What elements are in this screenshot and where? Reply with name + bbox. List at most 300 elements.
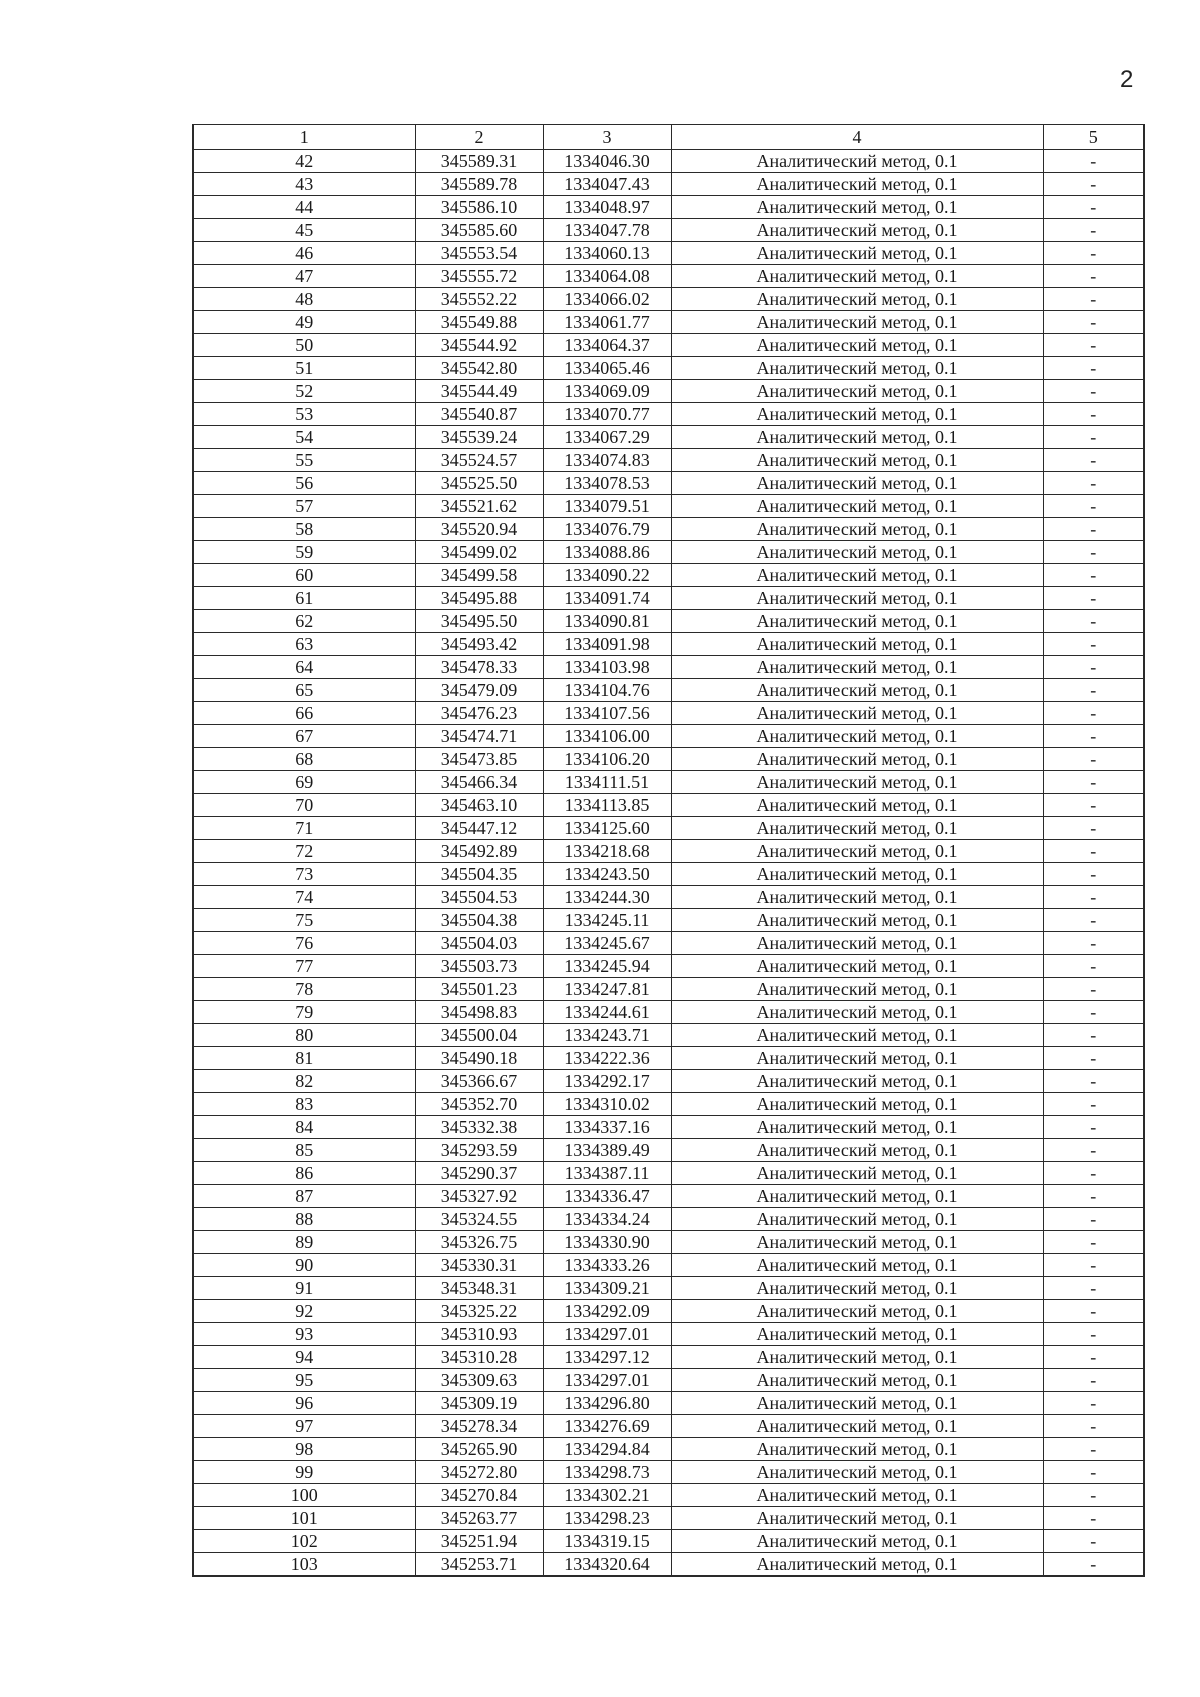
description-cell: - <box>1043 587 1144 610</box>
description-cell: - <box>1043 242 1144 265</box>
x-coordinate-cell: 345495.50 <box>415 610 543 633</box>
point-number-cell: 94 <box>193 1346 415 1369</box>
table-row <box>193 886 1144 909</box>
point-number-cell: 83 <box>193 1093 415 1116</box>
method-accuracy-cell: Аналитический метод, 0.1 <box>671 1507 1043 1530</box>
method-accuracy-cell: Аналитический метод, 0.1 <box>671 886 1043 909</box>
x-coordinate-cell: 345463.10 <box>415 794 543 817</box>
method-accuracy-cell: Аналитический метод, 0.1 <box>671 1415 1043 1438</box>
description-cell: - <box>1043 311 1144 334</box>
x-coordinate-cell: 345504.03 <box>415 932 543 955</box>
description-cell: - <box>1043 403 1144 426</box>
y-coordinate-cell: 1334091.74 <box>543 587 671 610</box>
description-cell: - <box>1043 173 1144 196</box>
description-cell: - <box>1043 1093 1144 1116</box>
table-row <box>193 1484 1144 1507</box>
point-number-cell: 71 <box>193 817 415 840</box>
method-accuracy-cell: Аналитический метод, 0.1 <box>671 219 1043 242</box>
y-coordinate-cell: 1334292.09 <box>543 1300 671 1323</box>
table-row <box>193 564 1144 587</box>
description-cell: - <box>1043 449 1144 472</box>
description-cell: - <box>1043 265 1144 288</box>
method-accuracy-cell: Аналитический метод, 0.1 <box>671 196 1043 219</box>
x-coordinate-cell: 345310.93 <box>415 1323 543 1346</box>
description-cell: - <box>1043 564 1144 587</box>
method-accuracy-cell: Аналитический метод, 0.1 <box>671 748 1043 771</box>
y-coordinate-cell: 1334076.79 <box>543 518 671 541</box>
x-coordinate-cell: 345474.71 <box>415 725 543 748</box>
method-accuracy-cell: Аналитический метод, 0.1 <box>671 1093 1043 1116</box>
point-number-cell: 91 <box>193 1277 415 1300</box>
x-coordinate-cell: 345290.37 <box>415 1162 543 1185</box>
description-cell: - <box>1043 1231 1144 1254</box>
method-accuracy-cell: Аналитический метод, 0.1 <box>671 173 1043 196</box>
x-coordinate-cell: 345495.88 <box>415 587 543 610</box>
method-accuracy-cell: Аналитический метод, 0.1 <box>671 518 1043 541</box>
column-header-1: 1 <box>193 125 415 150</box>
method-accuracy-cell: Аналитический метод, 0.1 <box>671 702 1043 725</box>
table-row <box>193 1507 1144 1530</box>
x-coordinate-cell: 345490.18 <box>415 1047 543 1070</box>
x-coordinate-cell: 345540.87 <box>415 403 543 426</box>
method-accuracy-cell: Аналитический метод, 0.1 <box>671 1530 1043 1553</box>
point-number-cell: 80 <box>193 1024 415 1047</box>
y-coordinate-cell: 1334319.15 <box>543 1530 671 1553</box>
method-accuracy-cell: Аналитический метод, 0.1 <box>671 1346 1043 1369</box>
x-coordinate-cell: 345589.31 <box>415 150 543 173</box>
point-number-cell: 100 <box>193 1484 415 1507</box>
method-accuracy-cell: Аналитический метод, 0.1 <box>671 679 1043 702</box>
y-coordinate-cell: 1334387.11 <box>543 1162 671 1185</box>
point-number-cell: 88 <box>193 1208 415 1231</box>
point-number-cell: 53 <box>193 403 415 426</box>
point-number-cell: 42 <box>193 150 415 173</box>
x-coordinate-cell: 345447.12 <box>415 817 543 840</box>
description-cell: - <box>1043 1162 1144 1185</box>
table-row <box>193 1277 1144 1300</box>
y-coordinate-cell: 1334107.56 <box>543 702 671 725</box>
point-number-cell: 82 <box>193 1070 415 1093</box>
x-coordinate-cell: 345501.23 <box>415 978 543 1001</box>
description-cell: - <box>1043 196 1144 219</box>
x-coordinate-cell: 345265.90 <box>415 1438 543 1461</box>
point-number-cell: 58 <box>193 518 415 541</box>
table-row <box>193 817 1144 840</box>
description-cell: - <box>1043 1070 1144 1093</box>
page-number: 2 <box>1120 66 1134 93</box>
table-row <box>193 1369 1144 1392</box>
method-accuracy-cell: Аналитический метод, 0.1 <box>671 817 1043 840</box>
y-coordinate-cell: 1334113.85 <box>543 794 671 817</box>
table-row <box>193 1116 1144 1139</box>
point-number-cell: 89 <box>193 1231 415 1254</box>
table-row <box>193 932 1144 955</box>
point-number-cell: 86 <box>193 1162 415 1185</box>
point-number-cell: 75 <box>193 909 415 932</box>
description-cell: - <box>1043 334 1144 357</box>
table-row <box>193 1185 1144 1208</box>
x-coordinate-cell: 345309.19 <box>415 1392 543 1415</box>
method-accuracy-cell: Аналитический метод, 0.1 <box>671 265 1043 288</box>
y-coordinate-cell: 1334106.00 <box>543 725 671 748</box>
x-coordinate-cell: 345263.77 <box>415 1507 543 1530</box>
point-number-cell: 46 <box>193 242 415 265</box>
method-accuracy-cell: Аналитический метод, 0.1 <box>671 1323 1043 1346</box>
point-number-cell: 74 <box>193 886 415 909</box>
y-coordinate-cell: 1334302.21 <box>543 1484 671 1507</box>
table-row <box>193 1047 1144 1070</box>
x-coordinate-cell: 345330.31 <box>415 1254 543 1277</box>
y-coordinate-cell: 1334066.02 <box>543 288 671 311</box>
description-cell: - <box>1043 1300 1144 1323</box>
method-accuracy-cell: Аналитический метод, 0.1 <box>671 288 1043 311</box>
y-coordinate-cell: 1334243.71 <box>543 1024 671 1047</box>
y-coordinate-cell: 1334111.51 <box>543 771 671 794</box>
method-accuracy-cell: Аналитический метод, 0.1 <box>671 150 1043 173</box>
table-row <box>193 955 1144 978</box>
point-number-cell: 95 <box>193 1369 415 1392</box>
method-accuracy-cell: Аналитический метод, 0.1 <box>671 1392 1043 1415</box>
x-coordinate-cell: 345542.80 <box>415 357 543 380</box>
method-accuracy-cell: Аналитический метод, 0.1 <box>671 380 1043 403</box>
y-coordinate-cell: 1334047.43 <box>543 173 671 196</box>
table-row <box>193 725 1144 748</box>
description-cell: - <box>1043 679 1144 702</box>
point-number-cell: 101 <box>193 1507 415 1530</box>
table-row <box>193 242 1144 265</box>
description-cell: - <box>1043 1047 1144 1070</box>
table-row <box>193 518 1144 541</box>
x-coordinate-cell: 345555.72 <box>415 265 543 288</box>
y-coordinate-cell: 1334298.73 <box>543 1461 671 1484</box>
y-coordinate-cell: 1334245.94 <box>543 955 671 978</box>
table-row <box>193 1093 1144 1116</box>
x-coordinate-cell: 345524.57 <box>415 449 543 472</box>
method-accuracy-cell: Аналитический метод, 0.1 <box>671 840 1043 863</box>
method-accuracy-cell: Аналитический метод, 0.1 <box>671 1070 1043 1093</box>
table-row <box>193 1323 1144 1346</box>
y-coordinate-cell: 1334106.20 <box>543 748 671 771</box>
y-coordinate-cell: 1334337.16 <box>543 1116 671 1139</box>
description-cell: - <box>1043 357 1144 380</box>
x-coordinate-cell: 345479.09 <box>415 679 543 702</box>
method-accuracy-cell: Аналитический метод, 0.1 <box>671 564 1043 587</box>
method-accuracy-cell: Аналитический метод, 0.1 <box>671 909 1043 932</box>
description-cell: - <box>1043 495 1144 518</box>
x-coordinate-cell: 345326.75 <box>415 1231 543 1254</box>
table-row <box>193 656 1144 679</box>
method-accuracy-cell: Аналитический метод, 0.1 <box>671 863 1043 886</box>
description-cell: - <box>1043 702 1144 725</box>
point-number-cell: 47 <box>193 265 415 288</box>
description-cell: - <box>1043 472 1144 495</box>
description-cell: - <box>1043 794 1144 817</box>
table-header <box>193 125 1144 150</box>
method-accuracy-cell: Аналитический метод, 0.1 <box>671 1116 1043 1139</box>
y-coordinate-cell: 1334244.61 <box>543 1001 671 1024</box>
point-number-cell: 51 <box>193 357 415 380</box>
x-coordinate-cell: 345478.33 <box>415 656 543 679</box>
column-header-3: 3 <box>543 125 671 150</box>
y-coordinate-cell: 1334296.80 <box>543 1392 671 1415</box>
x-coordinate-cell: 345309.63 <box>415 1369 543 1392</box>
method-accuracy-cell: Аналитический метод, 0.1 <box>671 1208 1043 1231</box>
table-row <box>193 1553 1144 1577</box>
point-number-cell: 66 <box>193 702 415 725</box>
table-row <box>193 1254 1144 1277</box>
description-cell: - <box>1043 219 1144 242</box>
table-row <box>193 978 1144 1001</box>
table-body <box>193 150 1144 1577</box>
method-accuracy-cell: Аналитический метод, 0.1 <box>671 1185 1043 1208</box>
description-cell: - <box>1043 1208 1144 1231</box>
x-coordinate-cell: 345498.83 <box>415 1001 543 1024</box>
description-cell: - <box>1043 150 1144 173</box>
point-number-cell: 44 <box>193 196 415 219</box>
x-coordinate-cell: 345553.54 <box>415 242 543 265</box>
point-number-cell: 64 <box>193 656 415 679</box>
method-accuracy-cell: Аналитический метод, 0.1 <box>671 1553 1043 1577</box>
table-row <box>193 863 1144 886</box>
x-coordinate-cell: 345325.22 <box>415 1300 543 1323</box>
method-accuracy-cell: Аналитический метод, 0.1 <box>671 794 1043 817</box>
description-cell: - <box>1043 1323 1144 1346</box>
point-number-cell: 62 <box>193 610 415 633</box>
y-coordinate-cell: 1334298.23 <box>543 1507 671 1530</box>
point-number-cell: 102 <box>193 1530 415 1553</box>
description-cell: - <box>1043 978 1144 1001</box>
description-cell: - <box>1043 1553 1144 1577</box>
method-accuracy-cell: Аналитический метод, 0.1 <box>671 449 1043 472</box>
description-cell: - <box>1043 1530 1144 1553</box>
point-number-cell: 56 <box>193 472 415 495</box>
description-cell: - <box>1043 1139 1144 1162</box>
point-number-cell: 77 <box>193 955 415 978</box>
y-coordinate-cell: 1334070.77 <box>543 403 671 426</box>
description-cell: - <box>1043 541 1144 564</box>
description-cell: - <box>1043 426 1144 449</box>
x-coordinate-cell: 345504.53 <box>415 886 543 909</box>
method-accuracy-cell: Аналитический метод, 0.1 <box>671 403 1043 426</box>
method-accuracy-cell: Аналитический метод, 0.1 <box>671 1047 1043 1070</box>
table-row <box>193 1231 1144 1254</box>
y-coordinate-cell: 1334079.51 <box>543 495 671 518</box>
description-cell: - <box>1043 1001 1144 1024</box>
x-coordinate-cell: 345503.73 <box>415 955 543 978</box>
point-number-cell: 68 <box>193 748 415 771</box>
method-accuracy-cell: Аналитический метод, 0.1 <box>671 771 1043 794</box>
header-row <box>193 125 1144 150</box>
table-row <box>193 771 1144 794</box>
y-coordinate-cell: 1334064.37 <box>543 334 671 357</box>
method-accuracy-cell: Аналитический метод, 0.1 <box>671 955 1043 978</box>
point-number-cell: 52 <box>193 380 415 403</box>
table-row <box>193 1392 1144 1415</box>
description-cell: - <box>1043 817 1144 840</box>
x-coordinate-cell: 345466.34 <box>415 771 543 794</box>
y-coordinate-cell: 1334067.29 <box>543 426 671 449</box>
description-cell: - <box>1043 725 1144 748</box>
x-coordinate-cell: 345476.23 <box>415 702 543 725</box>
point-number-cell: 60 <box>193 564 415 587</box>
description-cell: - <box>1043 610 1144 633</box>
description-cell: - <box>1043 955 1144 978</box>
method-accuracy-cell: Аналитический метод, 0.1 <box>671 426 1043 449</box>
method-accuracy-cell: Аналитический метод, 0.1 <box>671 311 1043 334</box>
y-coordinate-cell: 1334078.53 <box>543 472 671 495</box>
x-coordinate-cell: 345310.28 <box>415 1346 543 1369</box>
x-coordinate-cell: 345500.04 <box>415 1024 543 1047</box>
description-cell: - <box>1043 863 1144 886</box>
point-number-cell: 85 <box>193 1139 415 1162</box>
description-cell: - <box>1043 1369 1144 1392</box>
x-coordinate-cell: 345521.62 <box>415 495 543 518</box>
point-number-cell: 73 <box>193 863 415 886</box>
table-row <box>193 633 1144 656</box>
y-coordinate-cell: 1334218.68 <box>543 840 671 863</box>
method-accuracy-cell: Аналитический метод, 0.1 <box>671 1277 1043 1300</box>
x-coordinate-cell: 345499.58 <box>415 564 543 587</box>
table-row <box>193 173 1144 196</box>
point-number-cell: 45 <box>193 219 415 242</box>
point-number-cell: 99 <box>193 1461 415 1484</box>
point-number-cell: 49 <box>193 311 415 334</box>
x-coordinate-cell: 345324.55 <box>415 1208 543 1231</box>
method-accuracy-cell: Аналитический метод, 0.1 <box>671 1461 1043 1484</box>
table-row <box>193 1162 1144 1185</box>
y-coordinate-cell: 1334310.02 <box>543 1093 671 1116</box>
point-number-cell: 63 <box>193 633 415 656</box>
method-accuracy-cell: Аналитический метод, 0.1 <box>671 541 1043 564</box>
table-row <box>193 288 1144 311</box>
point-number-cell: 79 <box>193 1001 415 1024</box>
method-accuracy-cell: Аналитический метод, 0.1 <box>671 932 1043 955</box>
table-row <box>193 380 1144 403</box>
description-cell: - <box>1043 518 1144 541</box>
y-coordinate-cell: 1334103.98 <box>543 656 671 679</box>
table-row <box>193 196 1144 219</box>
y-coordinate-cell: 1334069.09 <box>543 380 671 403</box>
table-row <box>193 449 1144 472</box>
x-coordinate-cell: 345492.89 <box>415 840 543 863</box>
y-coordinate-cell: 1334389.49 <box>543 1139 671 1162</box>
point-number-cell: 55 <box>193 449 415 472</box>
table-row <box>193 472 1144 495</box>
point-number-cell: 84 <box>193 1116 415 1139</box>
description-cell: - <box>1043 380 1144 403</box>
description-cell: - <box>1043 748 1144 771</box>
point-number-cell: 59 <box>193 541 415 564</box>
x-coordinate-cell: 345544.49 <box>415 380 543 403</box>
point-number-cell: 96 <box>193 1392 415 1415</box>
point-number-cell: 81 <box>193 1047 415 1070</box>
y-coordinate-cell: 1334334.24 <box>543 1208 671 1231</box>
y-coordinate-cell: 1334297.01 <box>543 1323 671 1346</box>
x-coordinate-cell: 345270.84 <box>415 1484 543 1507</box>
y-coordinate-cell: 1334061.77 <box>543 311 671 334</box>
x-coordinate-cell: 345586.10 <box>415 196 543 219</box>
method-accuracy-cell: Аналитический метод, 0.1 <box>671 1162 1043 1185</box>
description-cell: - <box>1043 656 1144 679</box>
method-accuracy-cell: Аналитический метод, 0.1 <box>671 587 1043 610</box>
table-row <box>193 403 1144 426</box>
description-cell: - <box>1043 1484 1144 1507</box>
table-row <box>193 541 1144 564</box>
table-row <box>193 495 1144 518</box>
table-row <box>193 610 1144 633</box>
y-coordinate-cell: 1334245.67 <box>543 932 671 955</box>
y-coordinate-cell: 1334088.86 <box>543 541 671 564</box>
point-number-cell: 72 <box>193 840 415 863</box>
method-accuracy-cell: Аналитический метод, 0.1 <box>671 1001 1043 1024</box>
point-number-cell: 78 <box>193 978 415 1001</box>
table-row <box>193 1438 1144 1461</box>
description-cell: - <box>1043 1277 1144 1300</box>
method-accuracy-cell: Аналитический метод, 0.1 <box>671 610 1043 633</box>
method-accuracy-cell: Аналитический метод, 0.1 <box>671 472 1043 495</box>
y-coordinate-cell: 1334297.01 <box>543 1369 671 1392</box>
method-accuracy-cell: Аналитический метод, 0.1 <box>671 1369 1043 1392</box>
table-row <box>193 150 1144 173</box>
method-accuracy-cell: Аналитический метод, 0.1 <box>671 1024 1043 1047</box>
coordinates-table-container <box>192 124 1143 1577</box>
point-number-cell: 76 <box>193 932 415 955</box>
y-coordinate-cell: 1334064.08 <box>543 265 671 288</box>
x-coordinate-cell: 345332.38 <box>415 1116 543 1139</box>
table-row <box>193 1139 1144 1162</box>
method-accuracy-cell: Аналитический метод, 0.1 <box>671 1438 1043 1461</box>
method-accuracy-cell: Аналитический метод, 0.1 <box>671 1484 1043 1507</box>
column-header-2: 2 <box>415 125 543 150</box>
description-cell: - <box>1043 1438 1144 1461</box>
description-cell: - <box>1043 771 1144 794</box>
y-coordinate-cell: 1334091.98 <box>543 633 671 656</box>
x-coordinate-cell: 345366.67 <box>415 1070 543 1093</box>
y-coordinate-cell: 1334297.12 <box>543 1346 671 1369</box>
description-cell: - <box>1043 1254 1144 1277</box>
y-coordinate-cell: 1334309.21 <box>543 1277 671 1300</box>
method-accuracy-cell: Аналитический метод, 0.1 <box>671 656 1043 679</box>
table-row <box>193 334 1144 357</box>
point-number-cell: 97 <box>193 1415 415 1438</box>
point-number-cell: 103 <box>193 1553 415 1577</box>
description-cell: - <box>1043 1507 1144 1530</box>
point-number-cell: 98 <box>193 1438 415 1461</box>
x-coordinate-cell: 345348.31 <box>415 1277 543 1300</box>
x-coordinate-cell: 345499.02 <box>415 541 543 564</box>
table-row <box>193 1461 1144 1484</box>
y-coordinate-cell: 1334125.60 <box>543 817 671 840</box>
y-coordinate-cell: 1334276.69 <box>543 1415 671 1438</box>
y-coordinate-cell: 1334244.30 <box>543 886 671 909</box>
y-coordinate-cell: 1334048.97 <box>543 196 671 219</box>
y-coordinate-cell: 1334243.50 <box>543 863 671 886</box>
column-header-5: 5 <box>1043 125 1144 150</box>
x-coordinate-cell: 345293.59 <box>415 1139 543 1162</box>
table-row <box>193 587 1144 610</box>
table-row <box>193 1024 1144 1047</box>
x-coordinate-cell: 345278.34 <box>415 1415 543 1438</box>
x-coordinate-cell: 345544.92 <box>415 334 543 357</box>
method-accuracy-cell: Аналитический метод, 0.1 <box>671 334 1043 357</box>
table-row <box>193 426 1144 449</box>
table-row <box>193 1346 1144 1369</box>
description-cell: - <box>1043 633 1144 656</box>
point-number-cell: 70 <box>193 794 415 817</box>
method-accuracy-cell: Аналитический метод, 0.1 <box>671 1300 1043 1323</box>
column-header-4: 4 <box>671 125 1043 150</box>
x-coordinate-cell: 345585.60 <box>415 219 543 242</box>
